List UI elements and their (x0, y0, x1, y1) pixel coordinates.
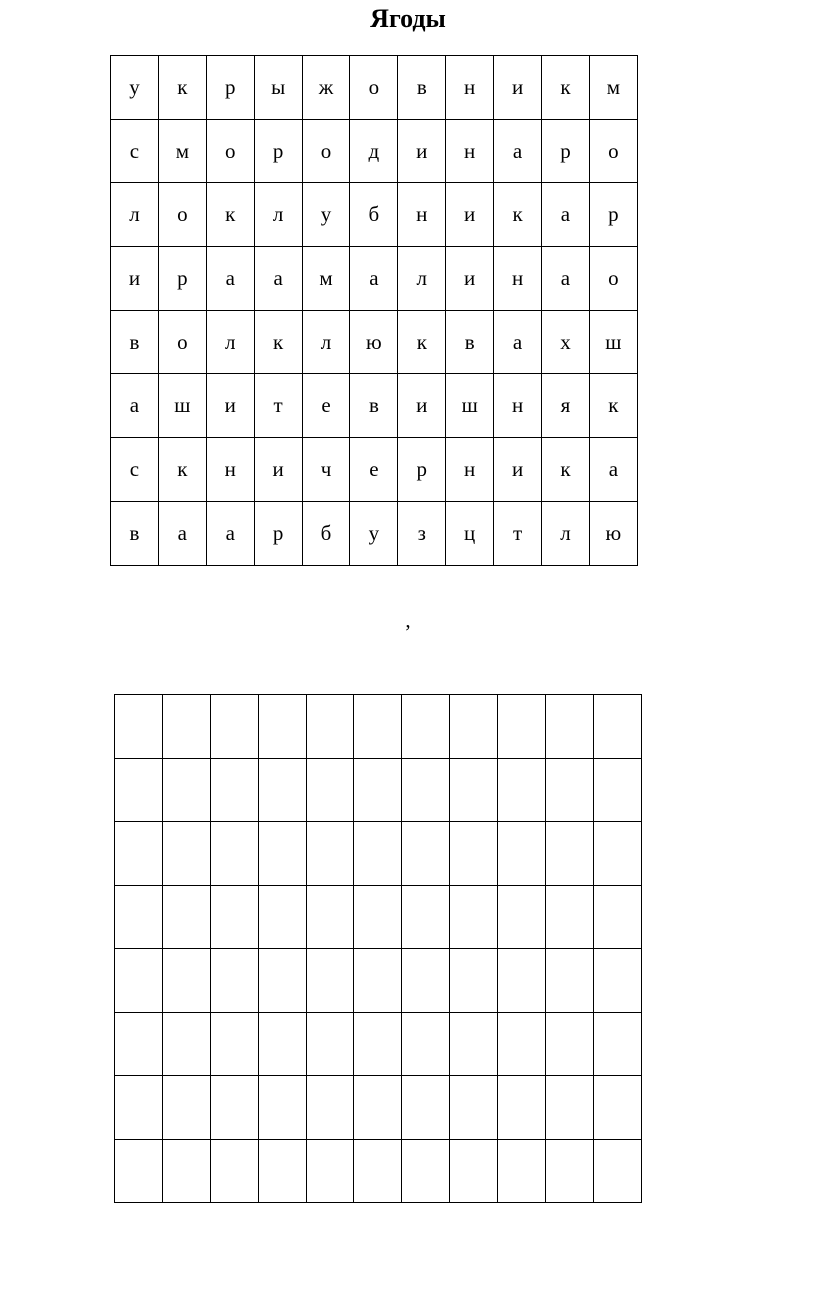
grid-row (111, 438, 638, 502)
answer-cell[interactable] (498, 885, 546, 949)
grid-row (111, 310, 638, 374)
answer-cell[interactable] (498, 1139, 546, 1203)
answer-cell[interactable] (450, 1012, 498, 1076)
grid-cell: е (302, 374, 350, 438)
grid-cell: о (350, 56, 398, 120)
grid-cell: и (446, 183, 494, 247)
answer-cell[interactable] (354, 758, 402, 822)
grid-cell: л (398, 247, 446, 311)
grid-cell: и (254, 438, 302, 502)
answer-cell[interactable] (306, 1076, 354, 1140)
answer-cell[interactable] (593, 695, 641, 759)
answer-cell[interactable] (354, 695, 402, 759)
grid-cell: р (589, 183, 637, 247)
grid-cell: а (589, 438, 637, 502)
answer-row (115, 758, 642, 822)
grid-cell: а (111, 374, 159, 438)
grid-cell: о (589, 247, 637, 311)
answer-cell[interactable] (162, 758, 210, 822)
grid-cell: р (542, 119, 590, 183)
answer-cell[interactable] (546, 1076, 594, 1140)
answer-cell[interactable] (498, 1012, 546, 1076)
grid-cell: л (254, 183, 302, 247)
grid-cell: а (350, 247, 398, 311)
grid-cell: ч (302, 438, 350, 502)
answer-cell[interactable] (546, 1012, 594, 1076)
answer-cell[interactable] (354, 1076, 402, 1140)
answer-cell[interactable] (162, 1012, 210, 1076)
answer-cell[interactable] (402, 758, 450, 822)
word-search-grid (110, 55, 638, 566)
grid-cell: в (446, 310, 494, 374)
answer-cell[interactable] (593, 758, 641, 822)
grid-row (111, 56, 638, 120)
answer-cell[interactable] (162, 695, 210, 759)
answer-cell[interactable] (593, 1012, 641, 1076)
answer-cell[interactable] (450, 822, 498, 886)
grid-cell: о (158, 310, 206, 374)
grid-cell: о (302, 119, 350, 183)
grid-cell: а (158, 501, 206, 565)
grid-cell: р (254, 501, 302, 565)
answer-cell[interactable] (115, 822, 163, 886)
answer-cell[interactable] (450, 758, 498, 822)
grid-cell: б (350, 183, 398, 247)
answer-cell[interactable] (210, 758, 258, 822)
grid-cell: з (398, 501, 446, 565)
answer-cell[interactable] (450, 885, 498, 949)
answer-cell[interactable] (210, 885, 258, 949)
answer-cell[interactable] (115, 1076, 163, 1140)
grid-cell: в (350, 374, 398, 438)
grid-cell: у (302, 183, 350, 247)
answer-cell[interactable] (115, 695, 163, 759)
grid-cell: н (494, 247, 542, 311)
grid-cell: и (206, 374, 254, 438)
answer-cell[interactable] (546, 695, 594, 759)
grid-cell: а (206, 501, 254, 565)
grid-cell: у (111, 56, 159, 120)
answer-row (115, 695, 642, 759)
grid-cell: ш (158, 374, 206, 438)
answer-cell[interactable] (498, 695, 546, 759)
answer-cell[interactable] (450, 1139, 498, 1203)
answer-cell[interactable] (162, 1076, 210, 1140)
grid-cell: в (398, 56, 446, 120)
grid-cell: к (542, 56, 590, 120)
answer-cell[interactable] (210, 1076, 258, 1140)
grid-cell: в (111, 501, 159, 565)
answer-cell[interactable] (306, 1012, 354, 1076)
answer-cell[interactable] (354, 1012, 402, 1076)
grid-cell: т (254, 374, 302, 438)
grid-cell: н (446, 119, 494, 183)
grid-cell: ш (446, 374, 494, 438)
grid-cell: ю (589, 501, 637, 565)
answer-cell[interactable] (354, 822, 402, 886)
grid-cell: ж (302, 56, 350, 120)
answer-row (115, 885, 642, 949)
answer-cell[interactable] (306, 695, 354, 759)
grid-cell: н (494, 374, 542, 438)
grid-cell: к (206, 183, 254, 247)
answer-cell[interactable] (210, 1139, 258, 1203)
grid-cell: и (494, 56, 542, 120)
grid-cell: м (589, 56, 637, 120)
grid-cell: к (158, 438, 206, 502)
grid-cell: а (494, 119, 542, 183)
answer-cell[interactable] (498, 1076, 546, 1140)
answer-cell[interactable] (115, 1012, 163, 1076)
grid-cell: а (542, 183, 590, 247)
answer-cell[interactable] (402, 885, 450, 949)
grid-cell: д (350, 119, 398, 183)
grid-cell: н (446, 438, 494, 502)
answer-cell[interactable] (306, 949, 354, 1013)
answer-cell[interactable] (306, 885, 354, 949)
answer-cell[interactable] (115, 885, 163, 949)
answer-cell[interactable] (546, 949, 594, 1013)
answer-cell[interactable] (258, 822, 306, 886)
answer-cell[interactable] (593, 949, 641, 1013)
grid-cell: о (158, 183, 206, 247)
answer-cell[interactable] (402, 1012, 450, 1076)
answer-cell[interactable] (402, 1076, 450, 1140)
answer-cell[interactable] (450, 1076, 498, 1140)
answer-cell[interactable] (546, 1139, 594, 1203)
empty-answer-grid (114, 694, 642, 1203)
grid-cell: а (254, 247, 302, 311)
grid-cell: р (158, 247, 206, 311)
answer-cell[interactable] (258, 695, 306, 759)
grid-cell: н (398, 183, 446, 247)
answer-cell[interactable] (162, 949, 210, 1013)
grid-cell: а (542, 247, 590, 311)
answer-cell[interactable] (498, 758, 546, 822)
answer-cell[interactable] (258, 1012, 306, 1076)
answer-cell[interactable] (115, 758, 163, 822)
answer-cell[interactable] (498, 949, 546, 1013)
grid-cell: л (206, 310, 254, 374)
answer-cell[interactable] (258, 1076, 306, 1140)
grid-cell: я (542, 374, 590, 438)
grid-row (111, 247, 638, 311)
grid-cell: е (350, 438, 398, 502)
answer-cell[interactable] (210, 949, 258, 1013)
answer-cell[interactable] (258, 885, 306, 949)
answer-row (115, 1076, 642, 1140)
grid-cell: ю (350, 310, 398, 374)
grid-cell: м (302, 247, 350, 311)
answer-cell[interactable] (546, 885, 594, 949)
answer-cell[interactable] (546, 822, 594, 886)
answer-row (115, 949, 642, 1013)
answer-cell[interactable] (402, 822, 450, 886)
grid-cell: о (206, 119, 254, 183)
answer-cell[interactable] (258, 1139, 306, 1203)
grid-cell: б (302, 501, 350, 565)
answer-row (115, 1012, 642, 1076)
grid-cell: н (446, 56, 494, 120)
grid-cell: к (254, 310, 302, 374)
grid-cell: ц (446, 501, 494, 565)
answer-cell[interactable] (354, 949, 402, 1013)
grid-cell: с (111, 438, 159, 502)
grid-cell: а (206, 247, 254, 311)
grid-cell: о (589, 119, 637, 183)
grid-cell: в (111, 310, 159, 374)
grid-cell: л (542, 501, 590, 565)
answer-cell[interactable] (402, 1139, 450, 1203)
grid-cell: с (111, 119, 159, 183)
answer-row (115, 1139, 642, 1203)
grid-cell: а (494, 310, 542, 374)
answer-cell[interactable] (402, 949, 450, 1013)
grid-row (111, 501, 638, 565)
answer-cell[interactable] (258, 949, 306, 1013)
grid-cell: у (350, 501, 398, 565)
answer-cell[interactable] (546, 758, 594, 822)
answer-cell[interactable] (593, 822, 641, 886)
answer-cell[interactable] (162, 822, 210, 886)
answer-cell[interactable] (162, 885, 210, 949)
grid-cell: ш (589, 310, 637, 374)
answer-cell[interactable] (210, 822, 258, 886)
grid-cell: и (398, 374, 446, 438)
grid-cell: и (446, 247, 494, 311)
answer-cell[interactable] (162, 1139, 210, 1203)
grid-cell: т (494, 501, 542, 565)
answer-cell[interactable] (210, 1012, 258, 1076)
grid-cell: р (254, 119, 302, 183)
answer-cell[interactable] (354, 885, 402, 949)
separator-comma: , (405, 608, 411, 632)
answer-cell[interactable] (306, 822, 354, 886)
grid-cell: и (111, 247, 159, 311)
grid-cell: м (158, 119, 206, 183)
grid-cell: к (158, 56, 206, 120)
grid-row (111, 374, 638, 438)
grid-cell: л (111, 183, 159, 247)
answer-cell[interactable] (115, 949, 163, 1013)
grid-row (111, 183, 638, 247)
answer-cell[interactable] (593, 1076, 641, 1140)
answer-cell[interactable] (354, 1139, 402, 1203)
grid-cell: и (398, 119, 446, 183)
answer-cell[interactable] (306, 758, 354, 822)
answer-cell[interactable] (450, 949, 498, 1013)
page-title: Ягоды (370, 4, 446, 33)
grid-cell: и (494, 438, 542, 502)
answer-cell[interactable] (450, 695, 498, 759)
answer-row (115, 822, 642, 886)
answer-cell[interactable] (402, 695, 450, 759)
answer-cell[interactable] (593, 1139, 641, 1203)
grid-cell: к (398, 310, 446, 374)
grid-row (111, 119, 638, 183)
answer-cell[interactable] (306, 1139, 354, 1203)
grid-cell: л (302, 310, 350, 374)
grid-cell: к (494, 183, 542, 247)
answer-cell[interactable] (593, 885, 641, 949)
grid-cell: р (398, 438, 446, 502)
answer-cell[interactable] (115, 1139, 163, 1203)
grid-cell: р (206, 56, 254, 120)
answer-cell[interactable] (498, 822, 546, 886)
grid-cell: ы (254, 56, 302, 120)
answer-cell[interactable] (258, 758, 306, 822)
grid-cell: к (542, 438, 590, 502)
grid-cell: х (542, 310, 590, 374)
grid-cell: к (589, 374, 637, 438)
grid-cell: н (206, 438, 254, 502)
answer-cell[interactable] (210, 695, 258, 759)
